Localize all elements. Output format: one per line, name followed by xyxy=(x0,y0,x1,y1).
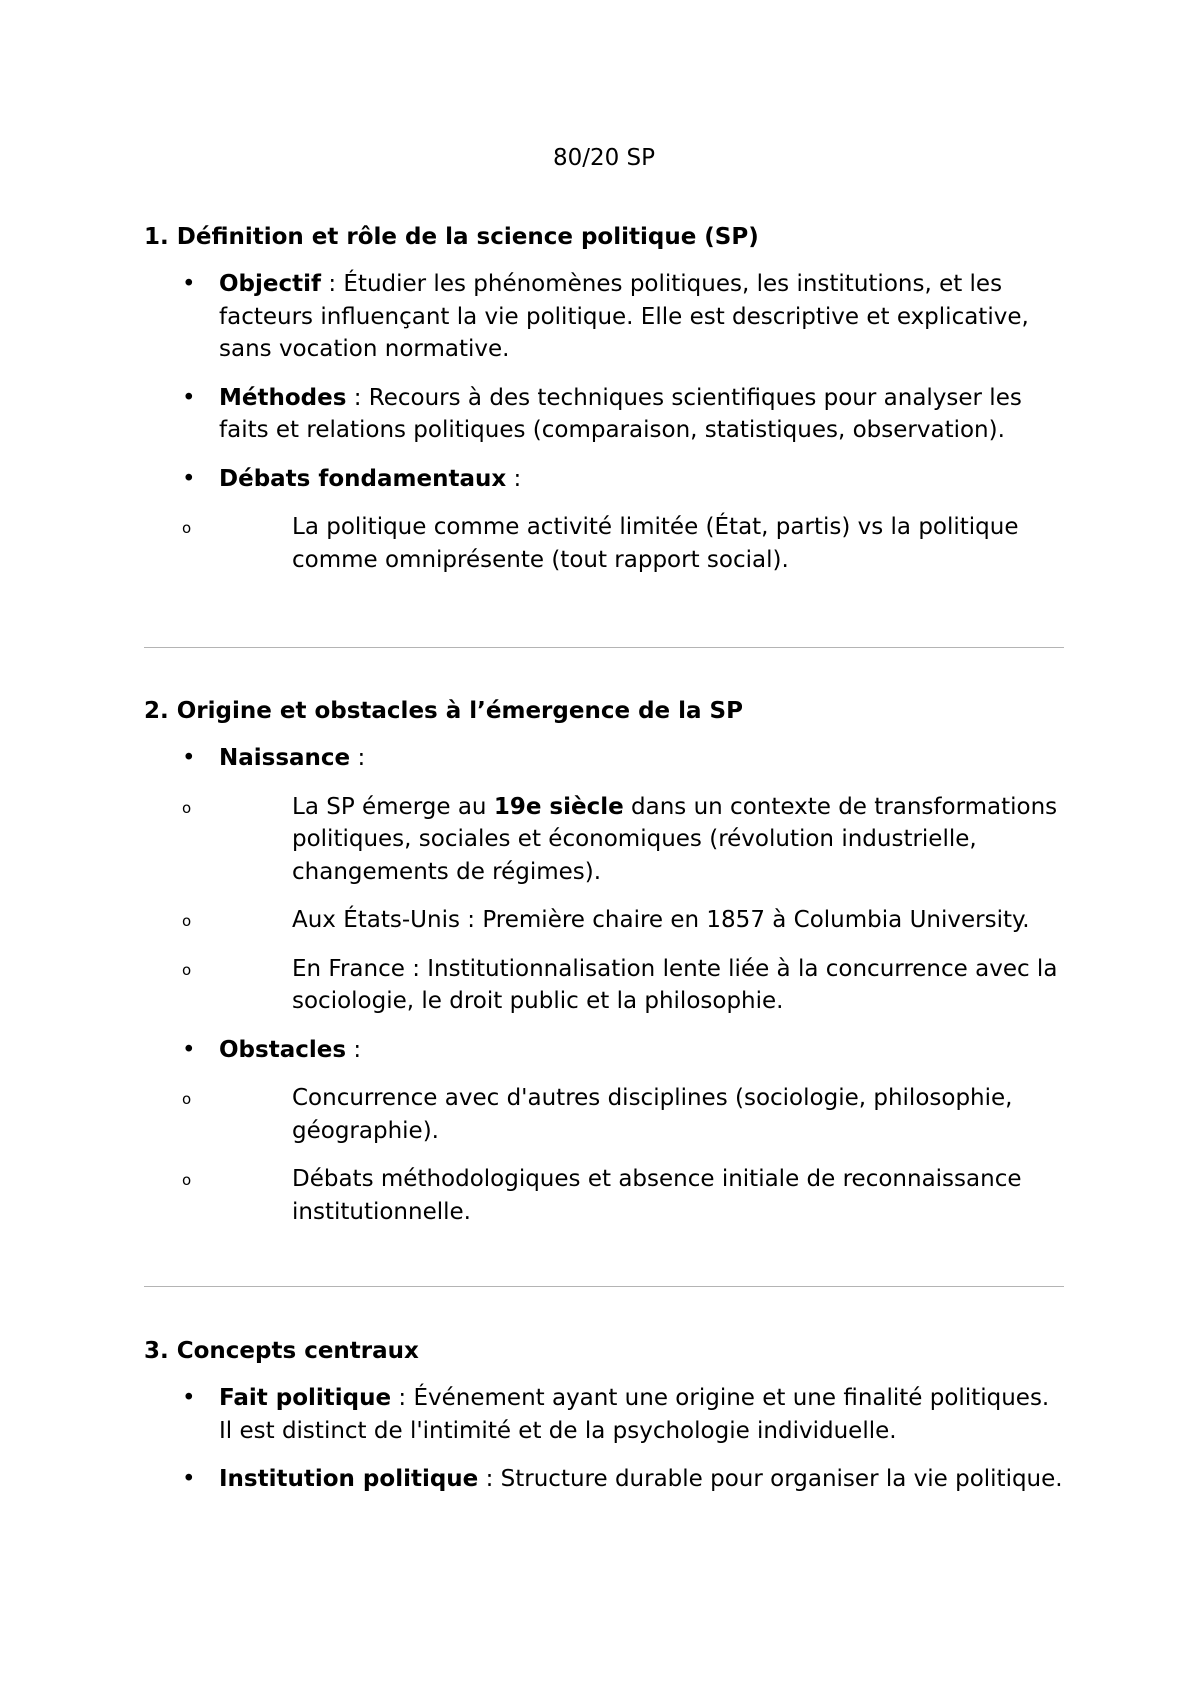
item-term: Méthodes xyxy=(219,384,347,411)
item-term: Fait politique xyxy=(219,1385,392,1411)
item-text: : xyxy=(350,745,366,771)
sub-item-text-start: La SP émerge au xyxy=(292,793,494,820)
list-item xyxy=(144,1463,1064,1496)
sub-list xyxy=(144,511,1064,576)
sub-item-text: Concurrence avec d'autres disciplines (sociologie, philosophie, géographie). xyxy=(292,1085,1013,1144)
sub-item-text: Aux États-Unis : Première chaire en 1857 à Columbia University. xyxy=(292,907,1030,933)
item-text: : xyxy=(346,1036,362,1063)
sub-item-text xyxy=(217,791,1064,889)
bullet-list xyxy=(144,1382,1064,1496)
list-item xyxy=(144,463,1064,577)
sub-item-text-end: dans un contexte de transformations politiques, sociales et économiques (révolution industrielle, changements de régimes). xyxy=(292,793,1058,885)
bullet-icon: • xyxy=(182,1385,196,1411)
sub-list-item xyxy=(144,904,1064,937)
horizontal-divider xyxy=(144,1286,1064,1287)
bullet-icon: • xyxy=(182,1466,196,1492)
sub-list-item xyxy=(144,511,1064,576)
sub-bullet-icon: o xyxy=(182,798,192,817)
sub-bullet-icon: o xyxy=(182,912,192,930)
sub-bullet-icon: o xyxy=(182,519,192,537)
sub-list-item xyxy=(144,1163,1064,1228)
list-item xyxy=(144,1382,1064,1447)
list-item xyxy=(144,742,1064,1018)
bullet-list xyxy=(144,742,1064,1228)
bullet-icon: • xyxy=(182,384,196,411)
item-term: Institution politique xyxy=(219,1466,479,1492)
sub-item-text: Débats méthodologiques et absence initiale de reconnaissance institutionnelle. xyxy=(292,1166,1022,1225)
bullet-icon: • xyxy=(182,1036,196,1063)
sub-list-item xyxy=(144,1082,1064,1147)
sub-bullet-icon: o xyxy=(182,1090,192,1108)
bullet-icon: • xyxy=(182,271,196,297)
section-heading: 2. Origine et obstacles à l’émergence de la SP xyxy=(144,698,743,724)
list-item xyxy=(144,1034,1064,1229)
item-term: Obstacles xyxy=(219,1036,347,1063)
sub-list xyxy=(144,791,1064,1018)
item-term: Naissance xyxy=(219,745,351,771)
section-heading: 1. Définition et rôle de la science politique (SP) xyxy=(144,224,759,250)
list-item xyxy=(144,382,1064,447)
sub-item-text: La politique comme activité limitée (État, partis) vs la politique comme omniprésente (tout rapport social). xyxy=(292,514,1019,573)
sub-list-item xyxy=(144,953,1064,1018)
item-term: Débats fondamentaux xyxy=(219,465,507,492)
bullet-list xyxy=(144,268,1064,576)
section-heading: 3. Concepts centraux xyxy=(144,1338,419,1364)
sub-bullet-icon: o xyxy=(182,1171,192,1189)
sub-item-emphasis: 19e siècle xyxy=(493,793,624,820)
horizontal-divider xyxy=(144,647,1064,648)
bullet-icon: • xyxy=(182,745,196,771)
item-text: : Recours à des techniques scientifiques pour analyser les faits et relations politiques (comparaison, statistiques, observation). xyxy=(219,384,1022,443)
item-text: : Étudier les phénomènes politiques, les institutions, et les facteurs influençant la vie politique. Elle est descriptive et explicative, sans vocation normative. xyxy=(219,271,1029,362)
sub-list xyxy=(144,1082,1064,1228)
item-text: : Structure durable pour organiser la vie politique. xyxy=(478,1466,1063,1492)
item-term: Objectif xyxy=(219,271,322,297)
list-item xyxy=(144,268,1064,366)
section-concepts xyxy=(144,1336,1064,1512)
bullet-icon: • xyxy=(182,465,196,492)
sub-bullet-icon: o xyxy=(182,960,192,979)
section-origine xyxy=(144,696,1064,1244)
item-text: : xyxy=(506,465,522,492)
section-definition xyxy=(144,222,1064,592)
item-text: : Événement ayant une origine et une finalité politiques. Il est distinct de l'intimité et de la psychologie individuelle. xyxy=(219,1385,1050,1444)
sub-item-text: En France : Institutionnalisation lente liée à la concurrence avec la sociologie, le droit public et la philosophie. xyxy=(292,955,1058,1014)
document-title: 80/20 SP xyxy=(552,145,656,171)
sub-list-item xyxy=(144,791,1064,889)
